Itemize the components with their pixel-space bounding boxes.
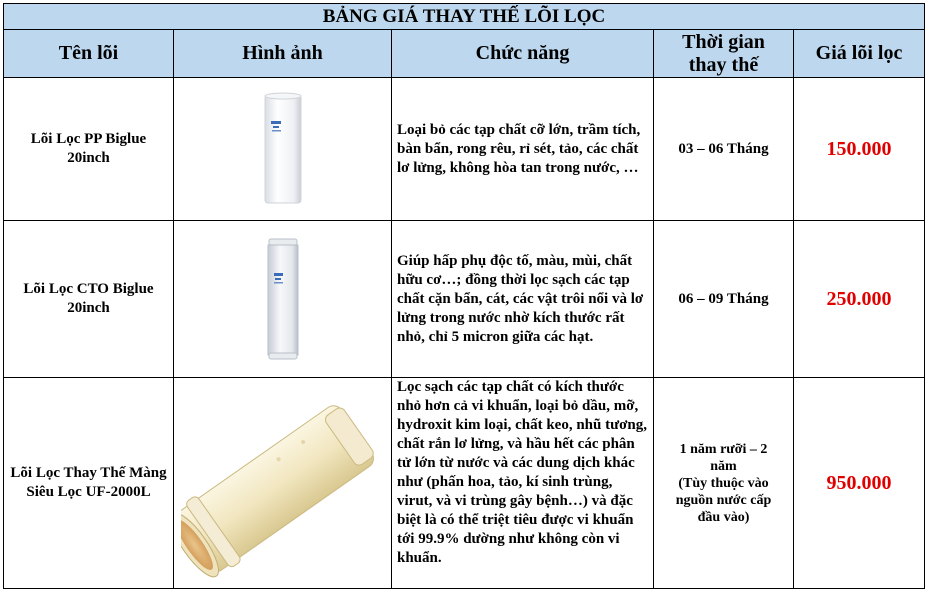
header-price: Giá lõi lọc bbox=[794, 30, 925, 78]
replace-time: 06 – 09 Tháng bbox=[654, 221, 794, 378]
filter-function: Lọc sạch các tạp chất có kích thước nhỏ hơn cả vi khuẩn, loại bỏ dầu, mỡ, hydroxit kim loại, chất keo, nhũ tương, chất rắn lơ lửng, và hầu hết các phân tử lớn từ nước và các dung dịch khác như (phấn hoa, tảo, kí sinh trùng, virut, và vi trùng gây bệnh…) và đặc biệt là có thể triệt tiêu được vi khuẩn tới 99.9% dường như không còn vi khuẩn. bbox=[392, 378, 654, 589]
header-time: Thời gian thay thế bbox=[654, 30, 794, 78]
filter-price: 250.000 bbox=[794, 221, 925, 378]
filter-function: Giúp hấp phụ độc tố, màu, mùi, chất hữu cơ…; đồng thời lọc sạch các tạp chất cặn bẩn, cát, các vật trôi nổi và lơ lửng trong nước nhờ kích thước rất nhỏ, chỉ 5 micron giữa các hạt. bbox=[392, 221, 654, 378]
pp-filter-cartridge-icon bbox=[263, 91, 303, 207]
cto-carbon-filter-cartridge-icon bbox=[265, 237, 301, 361]
replace-time: 1 năm rưỡi – 2 năm bbox=[679, 441, 768, 474]
replace-time-cell bbox=[654, 378, 794, 589]
title-row bbox=[4, 4, 925, 30]
filter-image bbox=[174, 78, 392, 221]
replace-time-note: (Tùy thuộc vào nguồn nước cấp đầu vào) bbox=[675, 475, 772, 525]
filter-name: Lõi Lọc CTO Biglue 20inch bbox=[4, 221, 174, 378]
filter-image bbox=[174, 378, 392, 589]
uf-membrane-cartridge-icon bbox=[181, 385, 385, 581]
header-function: Chức năng bbox=[392, 30, 654, 78]
price-table bbox=[3, 3, 925, 589]
header-name: Tên lõi bbox=[4, 30, 174, 78]
table-row bbox=[4, 221, 925, 378]
replace-time: 03 – 06 Tháng bbox=[654, 78, 794, 221]
filter-name: Lõi Lọc Thay Thế Màng Siêu Lọc UF-2000L bbox=[4, 378, 174, 589]
filter-image bbox=[174, 221, 392, 378]
filter-price: 950.000 bbox=[794, 378, 925, 589]
header-image: Hình ảnh bbox=[174, 30, 392, 78]
table-title: BẢNG GIÁ THAY THẾ LÕI LỌC bbox=[4, 4, 925, 30]
filter-price: 150.000 bbox=[794, 78, 925, 221]
table-row bbox=[4, 378, 925, 589]
table-row bbox=[4, 78, 925, 221]
filter-function: Loại bỏ các tạp chất cỡ lớn, trầm tích, bàn bẩn, rong rêu, rỉ sét, tảo, các chất lơ lửng, không hòa tan trong nước, … bbox=[392, 78, 654, 221]
header-row bbox=[4, 30, 925, 78]
filter-name: Lõi Lọc PP Biglue 20inch bbox=[4, 78, 174, 221]
